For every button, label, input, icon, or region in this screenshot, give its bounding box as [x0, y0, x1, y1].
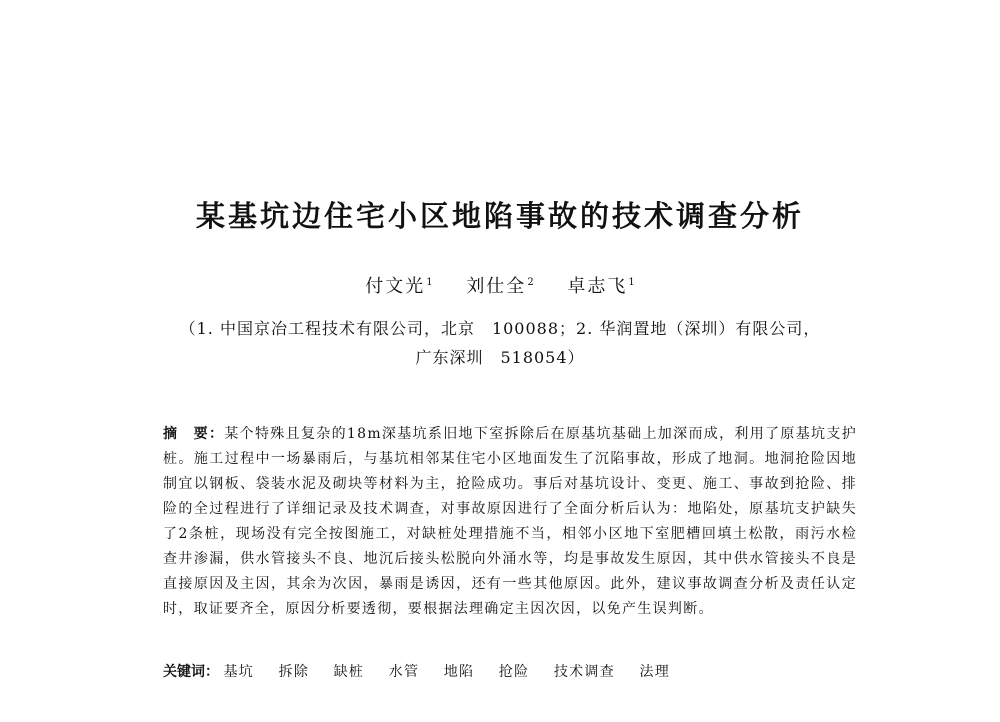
keyword: 地陷	[443, 664, 475, 680]
paper-title: 某基坑边住宅小区地陷事故的技术调查分析	[195, 199, 804, 233]
author-name: 卓志飞	[567, 276, 628, 297]
keyword: 水管	[388, 664, 420, 680]
keyword: 基坑	[223, 664, 255, 680]
author-affiliation-marker: 1	[426, 277, 433, 288]
affiliation-line-1: （1. 中国京冶工程技术有限公司，北京 100088；2. 华润置地（深圳）有限公司，	[179, 319, 821, 338]
author-name: 刘仕全	[466, 276, 527, 297]
keywords-label: 关键词：	[163, 664, 219, 680]
author	[365, 270, 432, 300]
keyword: 法理	[639, 664, 671, 680]
author-affiliation-marker: 1	[628, 277, 635, 288]
author-list	[0, 270, 1000, 300]
author	[567, 270, 634, 300]
abstract-text: 某个特殊且复杂的18m深基坑系旧地下室拆除后在原基坑基础上加深而成，利用了原基坑支护桩。施工过程中一场暴雨后，与基坑相邻某住宅小区地面发生了沉陷事故，形成了地洞。地洞抢险因地制宜以钢板、袋装水泥及砌块等材料为主，抢险成功。事后对基坑设计、变更、施工、事故到抢险、排险的全过程进行了详细记录及技术调查，对事故原因进行了全面分析后认为：地陷处，原基坑支护缺失了2条桩，现场没有完全按图施工，对缺桩处理措施不当，相邻小区地下室肥槽回填土松散，雨污水检查井渗漏，供水管接头不良、地沉后接头松脱向外涌水等，均是事故发生原因，其中供水管接头不良是直接原因及主因，其余为次因，暴雨是诱因，还有一些其他原因。此外，建议事故调查分析及责任认定时，取证要齐全，原因分析要透彻，要根据法理确定主因次因，以免产生误判断。	[163, 426, 858, 617]
keyword: 拆除	[278, 664, 310, 680]
keywords	[163, 660, 857, 684]
abstract	[163, 422, 857, 622]
abstract-label: 摘 要：	[163, 426, 225, 442]
keyword: 抢险	[498, 664, 530, 680]
author	[466, 270, 533, 300]
keyword: 技术调查	[553, 664, 616, 680]
affiliation-line-2: 广东深圳 518054）	[415, 348, 585, 367]
author-name: 付文光	[365, 276, 426, 297]
author-affiliation-marker: 2	[527, 277, 534, 288]
keyword: 缺桩	[333, 664, 365, 680]
